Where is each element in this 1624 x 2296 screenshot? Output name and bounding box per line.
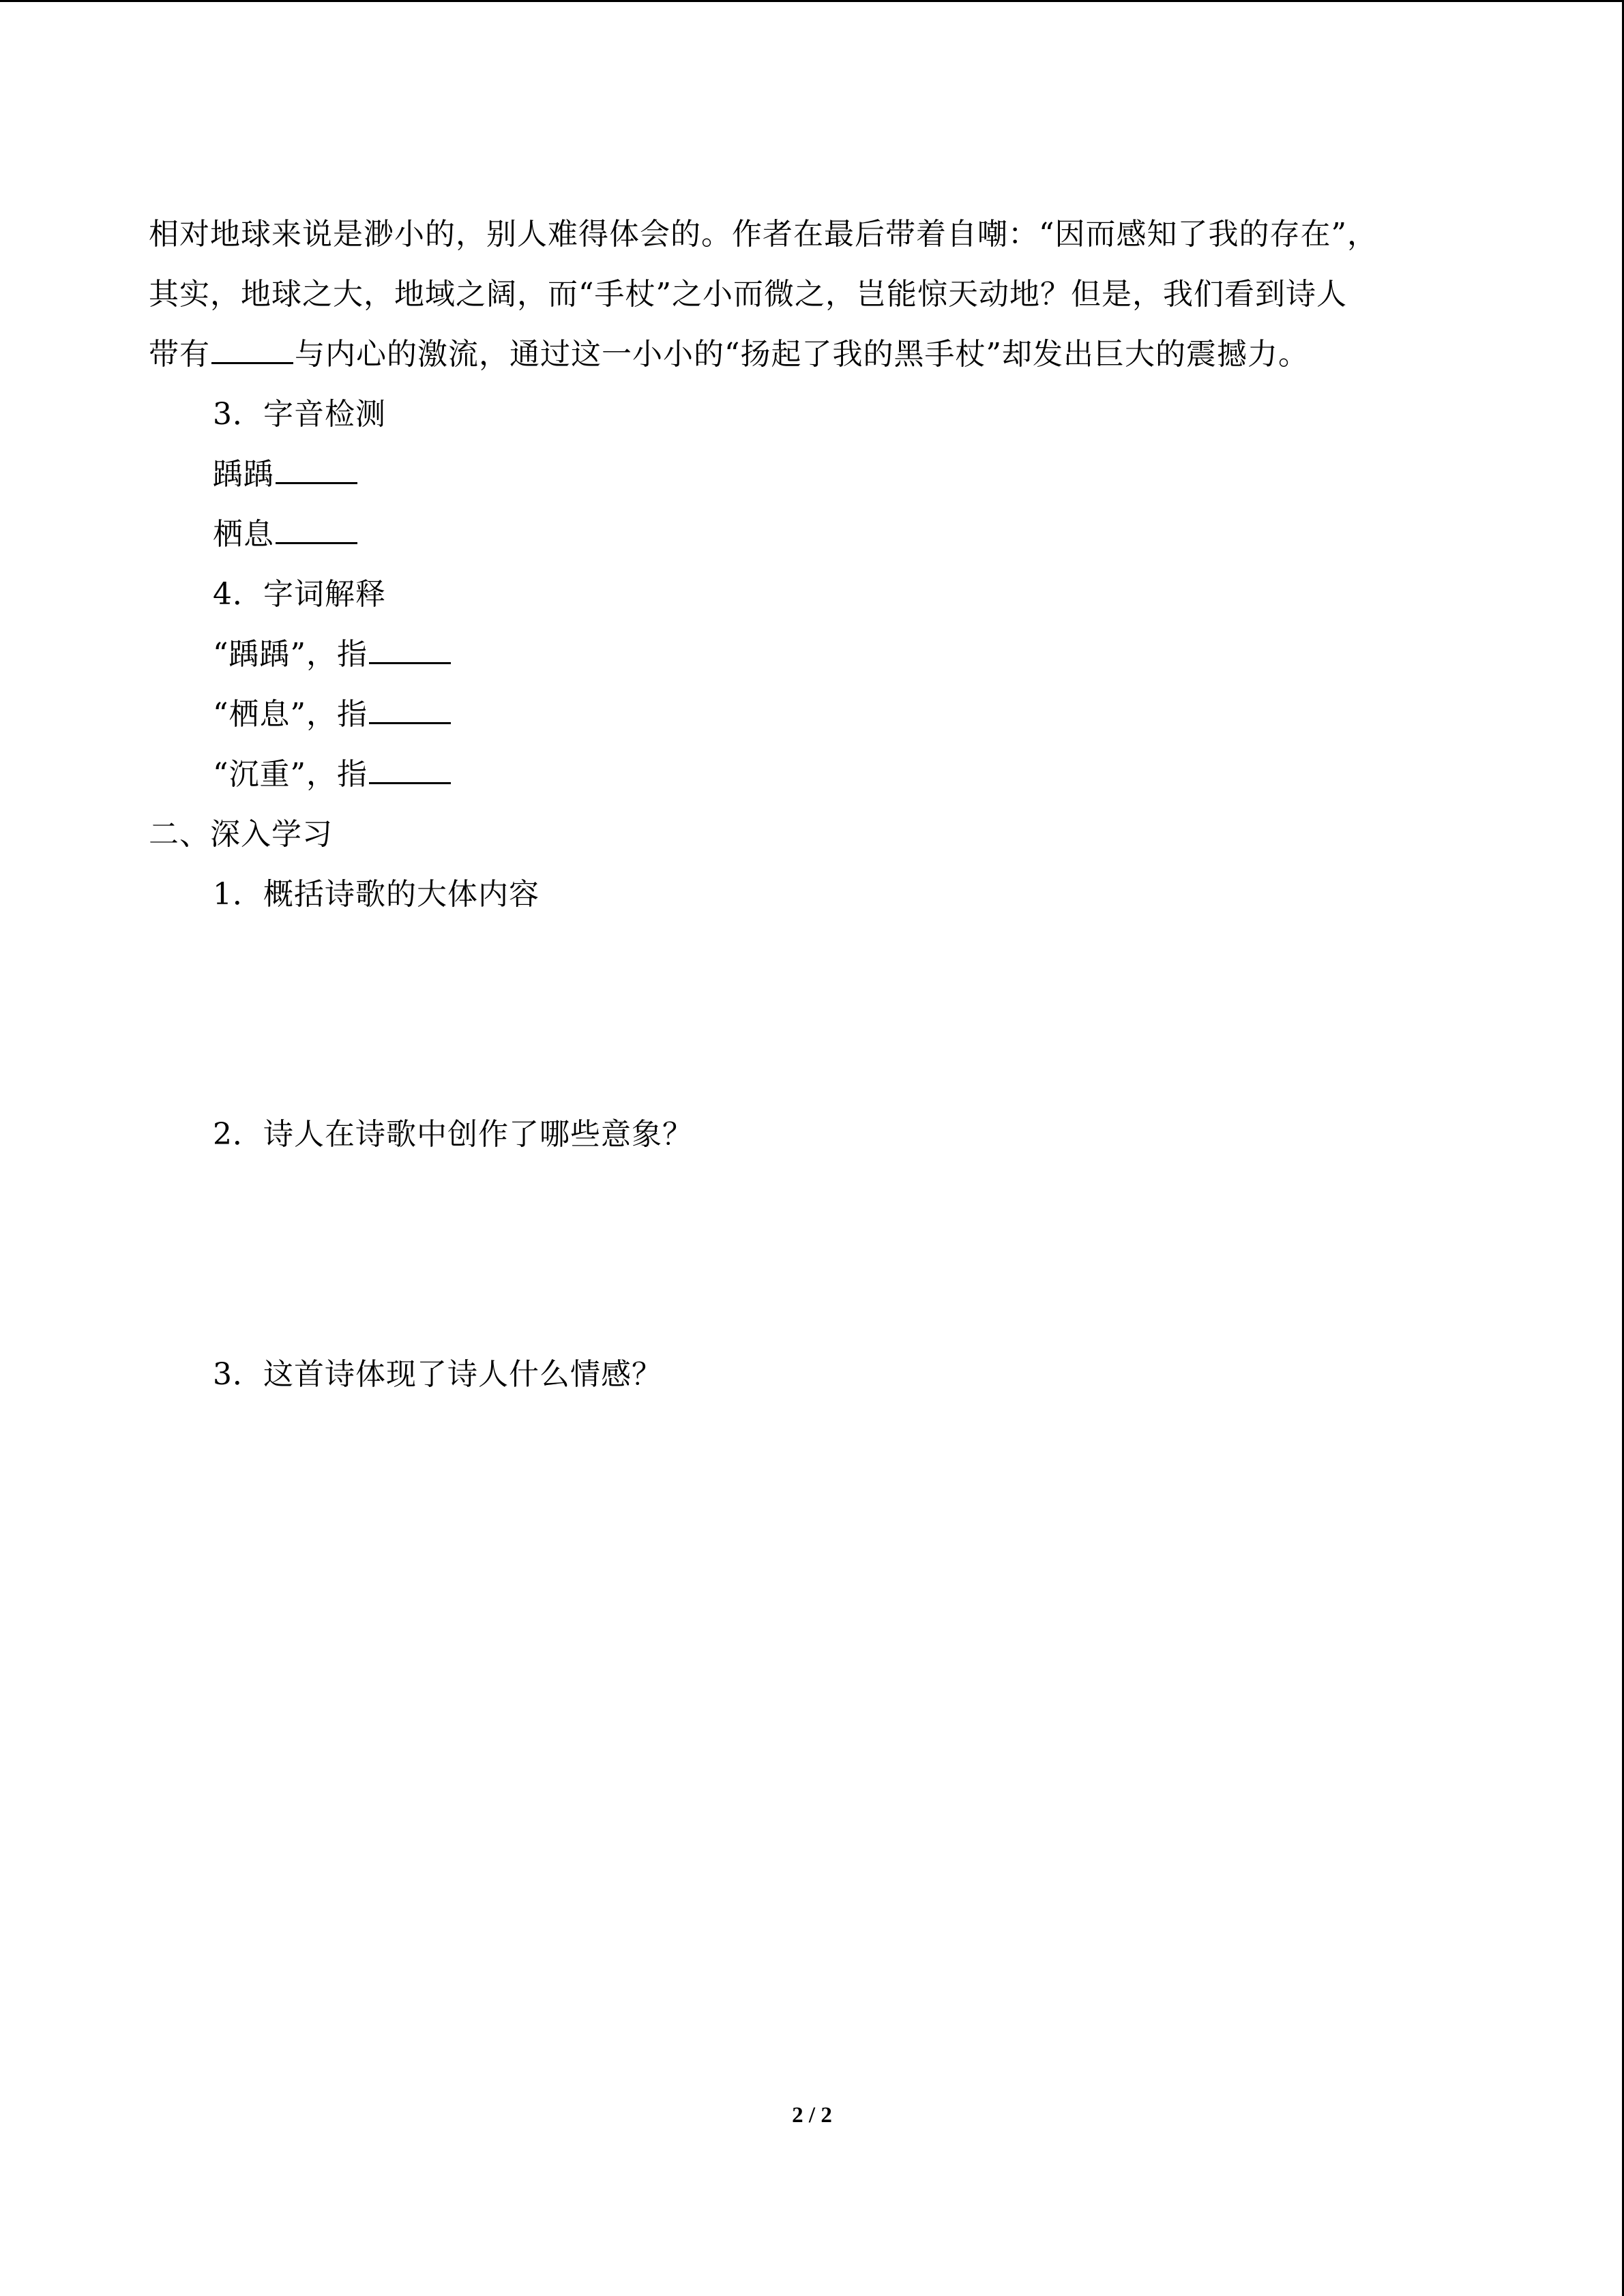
paragraph-line-1: 相对地球来说是渺小的，别人难得体会的。作者在最后带着自嘲：“因而感知了我的存在”， xyxy=(149,217,1378,252)
question-2: 2．诗人在诗歌中创作了哪些意象？ xyxy=(213,1117,693,1152)
section-4-heading: 4．字词解释 xyxy=(213,577,386,612)
paragraph-line-2: 其实，地球之大，地域之阔，而“手杖”之小而微之，岂能惊天动地？但是，我们看到诗人 xyxy=(149,277,1347,312)
definition-term-2: “栖息”，指 xyxy=(213,697,368,732)
fill-in-blank xyxy=(276,455,357,484)
page-border-top xyxy=(0,0,1624,2)
definition-item-2 xyxy=(213,693,452,736)
pronunciation-item-2 xyxy=(213,513,359,556)
definition-term-1: “踽踽”，指 xyxy=(213,637,368,672)
pronunciation-word-1: 踽踽 xyxy=(213,457,274,492)
paragraph-line-3 xyxy=(149,333,1309,376)
fill-in-blank xyxy=(276,515,357,544)
pronunciation-word-2: 栖息 xyxy=(213,517,274,552)
paragraph-line-3-start: 带有 xyxy=(149,337,210,372)
part-2-heading: 二、深入学习 xyxy=(149,817,333,852)
question-3: 3．这首诗体现了诗人什么情感？ xyxy=(213,1357,662,1392)
page-number: 2 / 2 xyxy=(792,2103,832,2128)
paragraph-line-3-end: 与内心的激流，通过这一小小的“扬起了我的黑手杖”却发出巨大的震撼力。 xyxy=(295,337,1309,372)
definition-term-3: “沉重”，指 xyxy=(213,757,368,792)
fill-in-blank xyxy=(369,755,451,784)
pronunciation-item-1 xyxy=(213,453,359,496)
question-1: 1．概括诗歌的大体内容 xyxy=(213,877,540,912)
fill-in-blank xyxy=(369,635,451,664)
definition-item-1 xyxy=(213,633,452,676)
fill-in-blank xyxy=(369,695,451,724)
definition-item-3 xyxy=(213,753,452,796)
section-3-heading: 3．字音检测 xyxy=(213,397,386,432)
fill-in-blank xyxy=(211,335,293,364)
